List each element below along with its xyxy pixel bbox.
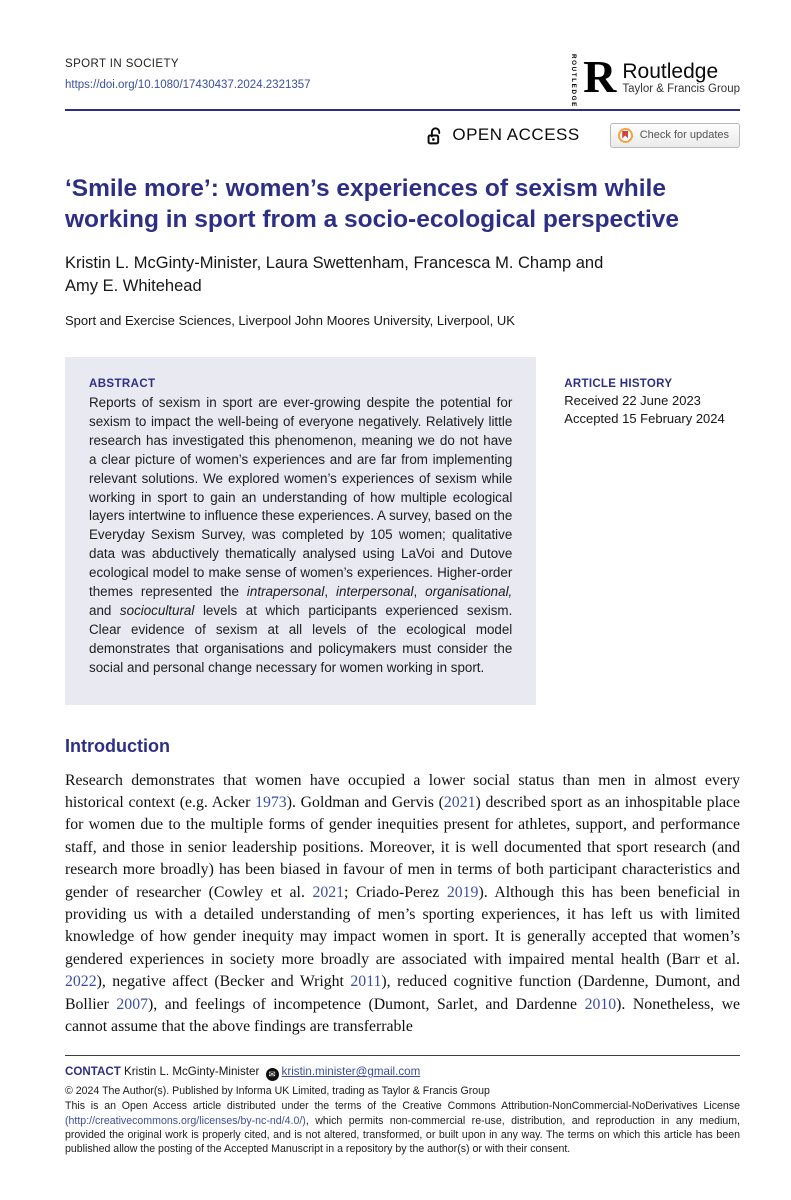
- license-text: [65, 1099, 740, 1156]
- text-segment: sociocultural: [119, 602, 195, 618]
- citation-link[interactable]: 2021: [443, 794, 476, 811]
- doi-link[interactable]: https://doi.org/10.1080/17430437.2024.2321357: [65, 79, 311, 91]
- text-segment: , which permits non-commercial re-use, distribution, and reproduction in any medium, provided the original work is properly cited, and is not altered, transformed, or built upon in any way. The terms on which this article has been published allow the posting of the Accepted Manuscript in a repository by the author(s) or with their consent.: [65, 1114, 740, 1156]
- text-segment: Research demonstrates that women have occupied a lower social status than men in almost every historical context (e.g. Acker: [65, 771, 740, 811]
- publisher-name: Routledge: [622, 59, 719, 83]
- text-segment: ). Goldman and Gervis (: [286, 794, 444, 811]
- text-segment: levels at which participants experienced sexism. Clear evidence of sexism at all levels of the ecological model demonstrates that organisations and policymakers must consider the social and personal change necessary for women working in sport.: [89, 602, 513, 675]
- envelope-icon: ✉: [266, 1068, 279, 1081]
- journal-info: [65, 58, 311, 93]
- received-date: Received 22 June 2023: [564, 393, 701, 408]
- journal-title: SPORT IN SOCIETY: [65, 58, 179, 70]
- text-segment: ), reduced cognitive function (Dardenne, Dumont, and Bollier: [65, 973, 740, 1013]
- text-segment: ; Criado-Perez: [344, 883, 447, 901]
- text-segment: ,: [413, 584, 426, 600]
- article-title: ‘Smile more’: women’s experiences of sexism while working in sport from a socio-ecological perspective: [65, 175, 680, 233]
- citation-link[interactable]: 1973: [255, 794, 287, 811]
- page-header: [65, 51, 740, 108]
- copyright-line: © 2024 The Author(s). Published by Informa UK Limited, trading as Taylor & Francis Group: [65, 1085, 490, 1098]
- text-segment: ) described sport as an inhospitable place for women due to the multiple forms of gender inequities present for athletes, support, and performance staff, and those in senior leadership positions. Moreover, it is well documented that sport research (and research more broadly) has been biased in favour of men in terms of both participant characteristics and gender of researcher (Cowley et al.: [65, 794, 740, 901]
- abstract-text: [89, 394, 512, 678]
- publisher-group: Taylor & Francis Group: [622, 82, 740, 95]
- authors-line2: Amy E. Whitehead: [65, 277, 202, 295]
- citation-link[interactable]: 2011: [350, 973, 382, 991]
- citation-link[interactable]: 2021: [312, 883, 345, 901]
- contact-line: [65, 1065, 740, 1081]
- license-url-link[interactable]: (http://creativecommons.org/licenses/by-nc-nd/4.0/): [65, 1114, 306, 1127]
- text-segment: Reports of sexism in sport are ever-growing despite the potential for sexism to impact the well-being of everyone negatively. Relatively little research has investigated this phenomenon, meaning we do not have a clear picture of women’s experiences and are far from implementing relevant solutions. We explored women’s experiences of sexism while working in sport to gain an understanding of how multiple ecological layers intertwine to influence these experiences. A survey, based on the Everyday Sexism Survey, was completed by 105 women; qualitative data was abductively thematically analysed using LaVoi and Dutove ecological model to make sense of women’s experiences. Higher-order themes represented the: [89, 395, 513, 600]
- crossmark-icon: [618, 128, 633, 143]
- check-for-updates-label: Check for updates: [639, 129, 729, 141]
- accepted-date: Accepted 15 February 2024: [564, 411, 725, 426]
- check-for-updates-button[interactable]: [610, 123, 740, 148]
- publisher-logo: [570, 51, 740, 108]
- contact-label: CONTACT: [65, 1065, 121, 1079]
- text-segment: and: [89, 602, 120, 618]
- open-access-badge: [424, 125, 579, 146]
- text-segment: organisational,: [425, 584, 513, 600]
- abstract-heading: ABSTRACT: [89, 378, 156, 390]
- introduction-paragraph: [65, 770, 740, 1039]
- text-segment: ). Although this has been beneficial in providing us with a detailed understanding of men’s sporting experiences, it has left us with limited knowledge of how gender inequity may impact women in sport. It is generally accepted that women’s gendered experiences in society more broadly are associated with impaired mental health (Barr et al.: [65, 883, 740, 968]
- citation-link[interactable]: 2010: [584, 995, 617, 1013]
- citation-link[interactable]: 2007: [116, 995, 148, 1013]
- publisher-name-block: [622, 60, 740, 95]
- abstract-section: [65, 357, 740, 705]
- text-segment: interpersonal: [336, 584, 414, 600]
- header-divider: [65, 109, 740, 111]
- citation-link[interactable]: 2019: [446, 883, 479, 901]
- text-segment: This is an Open Access article distributed under the terms of the Creative Commons Attribution-NonCommercial-NoDerivatives License: [65, 1100, 740, 1113]
- abstract-box: [65, 357, 536, 705]
- text-segment: intrapersonal: [246, 584, 325, 600]
- authors-line1: Kristin L. McGinty-Minister, Laura Swettenham, Francesca M. Champ and: [65, 254, 604, 272]
- routledge-r-icon: R: [583, 51, 617, 102]
- open-lock-icon: [424, 125, 445, 146]
- article-history-heading: ARTICLE HISTORY: [564, 378, 673, 390]
- open-access-label: OPEN ACCESS: [452, 125, 580, 144]
- badges-row: [65, 121, 740, 149]
- contact-name: Kristin L. McGinty-Minister: [120, 1065, 263, 1079]
- affiliation: Sport and Exercise Sciences, Liverpool John Moores University, Liverpool, UK: [65, 313, 515, 328]
- text-segment: ). Nonetheless, we cannot assume that the above findings are transferrable: [65, 995, 741, 1036]
- routledge-vertical-text: ROUTLEDGE: [570, 54, 578, 108]
- text-segment: ,: [324, 584, 337, 600]
- contact-email-link[interactable]: kristin.minister@gmail.com: [281, 1065, 421, 1079]
- authors: [65, 252, 740, 298]
- introduction-heading: Introduction: [65, 735, 170, 756]
- text-segment: ), negative affect (Becker and Wright: [96, 973, 351, 991]
- citation-link[interactable]: 2022: [65, 973, 97, 991]
- text-segment: ), and feelings of incompetence (Dumont, Sarlet, and Dardenne: [148, 995, 585, 1013]
- footer: [65, 1055, 740, 1156]
- article-history: [564, 357, 740, 705]
